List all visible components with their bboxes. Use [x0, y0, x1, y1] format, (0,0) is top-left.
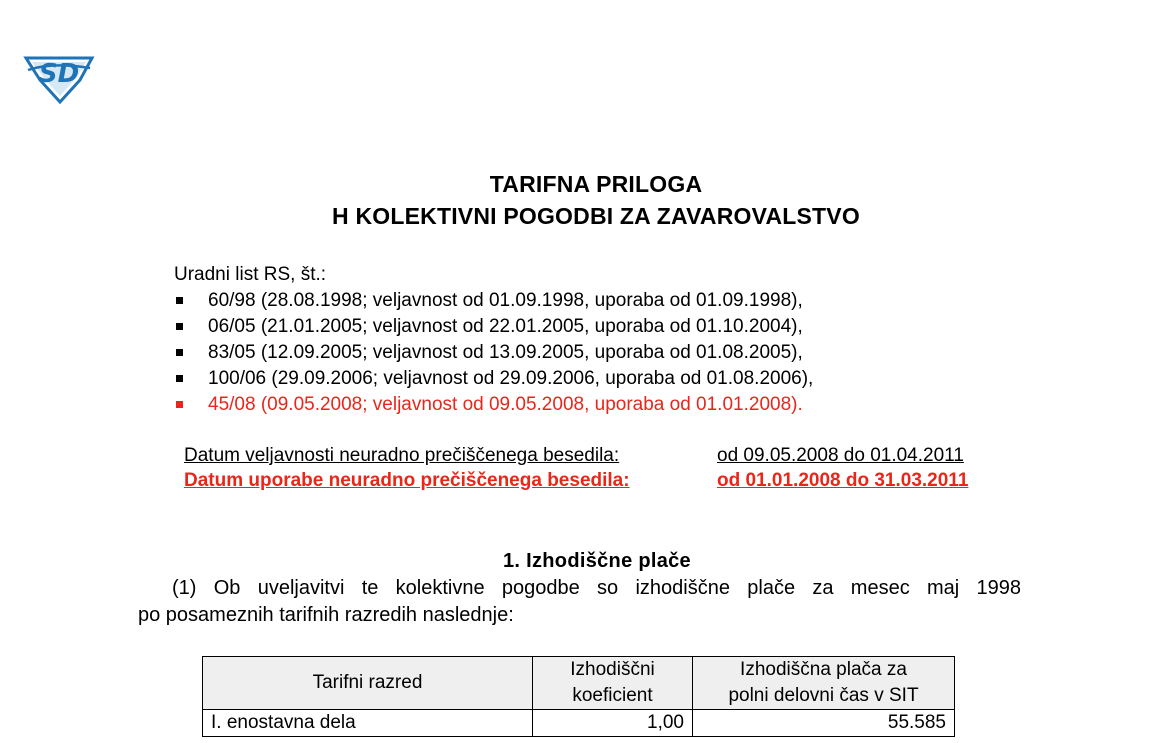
salary-table [202, 656, 955, 737]
gazette-label: Uradni list RS, št.: [174, 264, 327, 285]
cell-class: I. enostavna dela [203, 710, 533, 737]
column-header-salary: Izhodiščna plača za polni delovni čas v SIT [693, 657, 955, 710]
table-header-row [203, 657, 955, 710]
document-title-line2: H KOLEKTIVNI POGODBI ZA ZAVAROVALSTVO [332, 203, 860, 229]
svg-text:SD: SD [38, 59, 80, 89]
usage-label: Datum uporabe neuradno prečiščenega besedila: [184, 470, 630, 491]
paragraph-line: (1) Ob uveljavitvi te kolektivne pogodbe so izhodiščne plače za mesec maj 1998 [172, 577, 1021, 599]
cell-salary: 55.585 [693, 710, 955, 737]
usage-value: od 01.01.2008 do 31.03.2011 [717, 470, 969, 491]
gazette-item: 60/98 (28.08.1998; veljavnost od 01.09.1998, uporaba od 01.09.1998), [174, 290, 813, 316]
bullet-icon [176, 375, 183, 382]
column-header-coefficient: Izhodiščni koeficient [533, 657, 693, 710]
bullet-icon [176, 297, 183, 304]
gazette-item: 06/05 (21.01.2005; veljavnost od 22.01.2005, uporaba od 01.10.2004), [174, 316, 813, 342]
section-paragraph [138, 575, 1021, 629]
document-title-line1: TARIFNA PRILOGA [489, 171, 703, 197]
bullet-icon [176, 323, 183, 330]
gazette-list [174, 290, 813, 420]
bullet-icon [176, 401, 183, 408]
table-row [203, 710, 955, 737]
paragraph-line: po posameznih tarifnih razredih naslednje: [138, 604, 514, 626]
gazette-item-current: 45/08 (09.05.2008; veljavnost od 09.05.2008, uporaba od 01.01.2008). [174, 394, 813, 420]
sd-logo-icon [22, 48, 96, 104]
column-header-class: Tarifni razred [203, 657, 533, 710]
gazette-item: 100/06 (29.09.2006; veljavnost od 29.09.2006, uporaba od 01.08.2006), [174, 368, 813, 394]
cell-coefficient: 1,00 [533, 710, 693, 737]
validity-value: od 09.05.2008 do 01.04.2011 [717, 445, 964, 466]
bullet-icon [176, 349, 183, 356]
validity-label: Datum veljavnosti neuradno prečiščenega besedila: [184, 445, 620, 466]
section-heading: 1. Izhodiščne plače [503, 550, 691, 572]
gazette-item: 83/05 (12.09.2005; veljavnost od 13.09.2005, uporaba od 01.08.2005), [174, 342, 813, 368]
